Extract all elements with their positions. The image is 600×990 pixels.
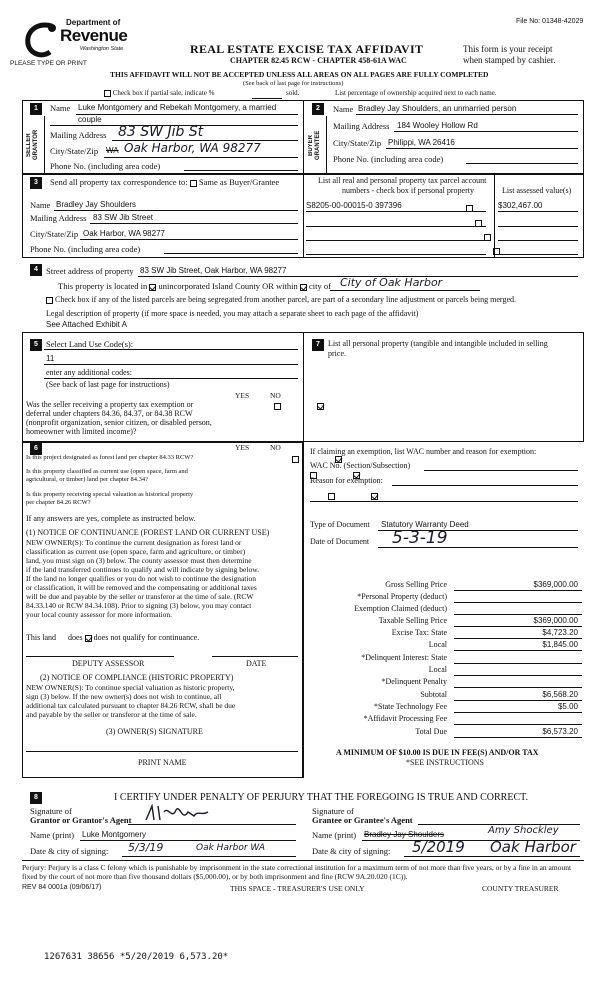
land-use-see-back: (See back of last page for instructions) xyxy=(46,380,170,389)
seller-mailing-label: Mailing Address xyxy=(50,130,107,140)
dor-logo-icon xyxy=(22,20,62,60)
exempt-q-2: deferral under chapters 84.36, 84.37, or 84.38 RCW xyxy=(26,409,193,418)
tax-label-gross: Gross Selling Price xyxy=(385,580,447,589)
buyer-grantee-label: BUYER GRANTEE xyxy=(308,130,321,160)
section-7-number: 7 xyxy=(312,339,324,351)
owner-signature-label: (3) OWNER(S) SIGNATURE xyxy=(106,727,203,736)
print-name-label: PRINT NAME xyxy=(138,758,187,767)
buyer-mailing-value[interactable]: 184 Wooley Hollow Rd xyxy=(397,121,478,130)
parcel-4-personal-checkbox[interactable] xyxy=(493,248,500,255)
parcel-number-1[interactable]: S8205-00-00015-0 397396 xyxy=(306,201,402,210)
corr-mailing-value[interactable]: 83 SW Jib Street xyxy=(93,213,154,222)
historic-q-1: Is this property receiving special valuation as historical property xyxy=(26,491,194,498)
receipt-note-2: when stamped by cashier. xyxy=(463,55,556,65)
land-use-code[interactable]: 11 xyxy=(46,354,55,363)
notice2-line-2: NEW OWNER(S): To continue special valuation as historic property, xyxy=(26,683,235,692)
reason-label: Reason for exemption: xyxy=(310,476,383,485)
tax-label-exemption: Exemption Claimed (deduct) xyxy=(354,604,447,613)
date-label: DATE xyxy=(246,659,267,668)
county-treasurer-label: COUNTY TREASURER xyxy=(482,884,559,893)
grantor-sig-label-1: Signature of xyxy=(30,806,72,816)
historic-q-2: per chapter 84.26 RCW? xyxy=(26,499,91,506)
grantee-sig-label-2: Grantee or Grantee's Agent xyxy=(312,815,413,825)
city-of-value[interactable]: City of Oak Harbor xyxy=(340,276,443,289)
dor-logo xyxy=(22,16,132,60)
tax-label-penalty: *Delinquent Penalty xyxy=(381,677,447,686)
partial-sold-label: sold. xyxy=(286,89,300,97)
corr-city-value[interactable]: Oak Harbor, WA 98277 xyxy=(83,229,165,238)
legal-label: Legal description of property (if more space is needed, you may attach a separate sheet to each page of the affidavit) xyxy=(46,309,419,318)
exempt-q-4: homeowner with limited income)? xyxy=(26,427,137,436)
segregated-checkbox[interactable] xyxy=(46,297,53,304)
perjury-text: Perjury: Perjury is a class C felony which is punishable by imprisonment in the state correctional institution for a maximum term of not more than five years, or by a fine in an amount fixed by the court of not more than five thousand dollars ($5,000.00), or by both imprisonment and fine (RCW 9A.20.020 (1C)). xyxy=(22,863,572,881)
notice1-line-3: classification as current use (open space, farm and agriculture, or timber) xyxy=(26,547,246,556)
legal-value[interactable]: See Attached Exhibit A xyxy=(46,320,127,329)
assessed-header: List assessed value(s) xyxy=(502,186,572,195)
notice1-line-9: 84.33.140 or RCW 84.34.108). Prior to signing (3) below, you may contact xyxy=(26,601,252,610)
parcel-2-personal-checkbox[interactable] xyxy=(475,220,482,227)
seller-city-prefix: WA xyxy=(106,146,119,155)
section-1-number: 1 xyxy=(30,103,42,115)
see-back-note: (See back of last page for instructions) xyxy=(243,80,344,87)
grantor-name-value[interactable]: Luke Montgomery xyxy=(82,830,147,839)
dor-state: Washington State xyxy=(80,46,124,52)
tax-label-excise-state: Excise Tax: State xyxy=(391,628,447,637)
s5-no-header: NO xyxy=(270,391,281,400)
notice1-line-1: (1) NOTICE OF CONTINUANCE (FOREST LAND OR CURRENT USE) xyxy=(26,528,270,537)
segregated-label: Check box if any of the listed parcels are being segregated from another parcel, are part of a secondary line adjustment or parcels being merged. xyxy=(46,295,516,304)
wac-label: WAC No. (Section/Subsection) xyxy=(310,461,411,470)
same-as-buyer-checkbox[interactable] xyxy=(190,180,197,187)
exempt-q-3: (nonprofit organization, senior citizen, or disabled person, xyxy=(26,418,212,427)
this-land-label: This land does does not qualify for continuance. xyxy=(26,633,200,642)
notice1-line-6: If the land no longer qualifies or you do not wish to continue the designation xyxy=(26,574,256,583)
form-title: REAL ESTATE EXCISE TAX AFFIDAVIT xyxy=(190,42,424,56)
exempt-q-1: Was the seller receiving a property tax exemption or xyxy=(26,400,194,409)
additional-codes-label: enter any additional codes: xyxy=(46,368,132,377)
corr-name-value[interactable]: Bradley Jay Shoulders xyxy=(56,200,137,209)
does-not-qualify-checkbox[interactable] xyxy=(85,635,92,642)
section-4-number: 4 xyxy=(30,264,42,276)
tax-label-interest-local: Local xyxy=(428,665,447,674)
forest-yes-checkbox[interactable] xyxy=(292,456,299,463)
grantee-name-value[interactable]: Bradley Jay Shoulders xyxy=(364,830,445,839)
current-use-q-1: Is this property classified as current use (open space, farm and xyxy=(26,468,188,475)
grantee-city-value[interactable]: Oak Harbor xyxy=(490,838,576,856)
treasurer-use-label: THIS SPACE - TREASURER'S USE ONLY xyxy=(230,884,365,893)
if-yes-label: If any answers are yes, complete as instructed below. xyxy=(26,514,196,523)
s5-yes-header: YES xyxy=(235,391,250,400)
tax-label-interest-state: *Delinquent Interest: State xyxy=(361,653,447,662)
unincorporated-checkbox[interactable] xyxy=(149,284,156,291)
buyer-phone-label: Phone No. (including area code) xyxy=(333,154,444,164)
grantee-date-value[interactable]: 5/2019 xyxy=(412,838,465,856)
grantor-signature-icon[interactable] xyxy=(142,802,212,824)
warning-text: THIS AFFIDAVIT WILL NOT BE ACCEPTED UNLESS ALL AREAS ON ALL PAGES ARE FULLY COMPLETED xyxy=(110,70,489,79)
parcel-header-1: List all real and personal property tax parcel account xyxy=(318,176,487,185)
located-label: This property is located in unincorporated Island County OR within city of xyxy=(58,281,331,291)
tax-label-personal: *Personal Property (deduct) xyxy=(357,592,447,601)
parcel-1-personal-checkbox[interactable] xyxy=(466,205,473,212)
notice2-line-4: additional tax calculated pursuant to chapter 84.26 RCW, shall be due xyxy=(26,701,236,710)
section-3-number: 3 xyxy=(30,177,42,189)
buyer-mailing-label: Mailing Address xyxy=(333,121,390,131)
grantee-agent-value[interactable]: Amy Shockley xyxy=(488,825,559,836)
tax-label-taxable: Taxable Selling Price xyxy=(378,616,447,625)
grantee-sig-label-1: Signature of xyxy=(312,806,354,816)
tax-value-tech-fee[interactable]: $5.00 xyxy=(557,702,578,711)
street-value[interactable]: 83 SW Jib Street, Oak Harbor, WA 98277 xyxy=(140,266,287,275)
partial-sale-checkbox[interactable] xyxy=(104,90,111,97)
dor-name: Revenue xyxy=(60,26,128,45)
seller-city-value[interactable]: Oak Harbor, WA 98277 xyxy=(124,141,261,155)
current-use-q-2: agricultural, or timber) land per chapter 84.34? xyxy=(26,476,149,483)
buyer-name-value[interactable]: Bradley Jay Shoulders, an unmarried person xyxy=(358,104,517,113)
historic-no-checkbox[interactable] xyxy=(371,493,378,500)
seller-name-label: Name xyxy=(50,103,71,113)
notice1-line-4: land, you must sign on (3) below. The county assessor must then determine xyxy=(26,556,252,565)
seller-phone-label: Phone No. (including area code) xyxy=(50,161,161,171)
notice2-line-3: sign (3) below. If the new owner(s) does not wish to continue, all xyxy=(26,692,222,701)
section-5-number: 5 xyxy=(30,339,42,351)
see-instructions: *SEE INSTRUCTIONS xyxy=(406,758,485,767)
section-2-number: 2 xyxy=(312,103,324,115)
grantee-name-label: Name (print) xyxy=(312,830,357,840)
buyer-name-label: Name xyxy=(333,104,354,114)
tax-label-tech-fee: *State Technology Fee xyxy=(373,702,447,711)
seller-city-label: City/State/Zip xyxy=(50,146,99,156)
tax-value-taxable[interactable]: $369,000.00 xyxy=(533,616,578,625)
notice1-line-5: if the land transferred continues to qualify and will indicate by signing below. xyxy=(26,565,259,574)
file-number: File No: 01348-42029 xyxy=(516,18,584,25)
personal-property-label-1: List all personal property (tangible and intangible included in selling xyxy=(328,339,548,348)
tax-label-excise-local: Local xyxy=(428,640,447,649)
buyer-city-label: City/State/Zip xyxy=(333,138,382,148)
doc-type-label: Type of Document xyxy=(310,520,370,529)
s6-no-header: NO xyxy=(270,443,281,452)
seller-name-line1[interactable]: Luke Montgomery and Rebekah Montgomery, a married xyxy=(78,103,277,112)
notice1-line-8: will be due and payable by the seller or transferor at the time of sale. (RCW xyxy=(26,592,254,601)
tax-label-processing-fee: *Affidavit Processing Fee xyxy=(363,714,447,723)
exempt-yes-checkbox[interactable] xyxy=(274,403,281,410)
city-checkbox[interactable] xyxy=(300,284,307,291)
seller-name-line2[interactable]: couple xyxy=(78,115,102,124)
exemption-label: If claiming an exemption, list WAC number and reason for exemption: xyxy=(310,447,537,456)
notice1-line-7: or classification, it will be removed and the compensating or additional taxes xyxy=(26,583,257,592)
tax-label-subtotal: Subtotal xyxy=(420,690,447,699)
doc-date-value[interactable]: 5-3-19 xyxy=(392,528,448,548)
notice1-line-2: NEW OWNER(S): To continue the current designation as forest land or xyxy=(26,538,242,547)
parcel-3-personal-checkbox[interactable] xyxy=(484,234,491,241)
assessed-value-1[interactable]: $302,467.00 xyxy=(498,201,543,210)
tax-label-total: Total Due xyxy=(415,727,447,736)
dor-dept: Department of xyxy=(66,18,121,27)
grantor-sig-label-2: Grantor or Grantor's Agent xyxy=(30,815,132,825)
section-6-number: 6 xyxy=(30,443,42,455)
parcel-header-2: numbers - check box if personal property xyxy=(342,186,474,195)
corr-name-label: Name xyxy=(30,200,51,210)
receipt-note-1: This form is your receipt xyxy=(463,44,553,54)
buyer-city-value[interactable]: Philippi, WA 26416 xyxy=(388,138,455,147)
street-label: Street address of property xyxy=(46,266,134,276)
tax-value-excise-local[interactable]: $1,845.00 xyxy=(542,640,578,649)
corr-phone-label: Phone No. (including area code) xyxy=(30,244,141,254)
notice1-line-10: your local county assessor for more information. xyxy=(26,610,173,619)
exempt-no-checkbox[interactable] xyxy=(317,403,324,410)
historic-yes-checkbox[interactable] xyxy=(328,493,335,500)
form-number: REV 84 0001a (09/06/17) xyxy=(22,884,102,891)
form-subtitle: CHAPTER 82.45 RCW - CHAPTER 458-61A WAC xyxy=(230,56,407,65)
notice2-line-5: and payable by the seller or transferor at the time of sale. xyxy=(26,710,197,719)
doc-date-label: Date of Document xyxy=(310,537,370,546)
list-percentage-label: List percentage of ownership acquired next to each name. xyxy=(335,89,497,97)
corr-mailing-label: Mailing Address xyxy=(30,213,87,223)
grantee-date-label: Date & city of signing: xyxy=(312,846,391,856)
please-type: PLEASE TYPE OR PRINT xyxy=(10,60,87,67)
partial-sale-label: Check box if partial sale, indicate % xyxy=(104,89,214,97)
forest-q: Is this project designated as forest land per chapter 84.33 RCW? xyxy=(26,454,194,461)
tax-value-excise-state[interactable]: $4,723.20 xyxy=(542,628,578,637)
s6-yes-header: YES xyxy=(235,443,250,452)
grantor-name-label: Name (print) xyxy=(30,830,75,840)
grantor-date-label: Date & city of signing: xyxy=(30,846,109,856)
cashier-stamp: 1267631 38656 *5/20/2019 6,573.20* xyxy=(44,952,229,962)
doc-type-value[interactable]: Statutory Warranty Deed xyxy=(381,520,469,529)
seller-grantor-label: SELLER GRANTOR xyxy=(26,129,39,161)
grantor-date-value[interactable]: 5/3/19 xyxy=(128,841,164,854)
minimum-note: A MINIMUM OF $10.00 IS DUE IN FEE(S) AND/OR TAX xyxy=(336,748,539,757)
tax-value-subtotal[interactable]: $6,568.20 xyxy=(542,690,578,699)
corr-city-label: City/State/Zip xyxy=(30,229,79,239)
send-correspondence-label: Send all property tax correspondence to: Same as Buyer/Grantee xyxy=(50,177,280,187)
grantor-city-value[interactable]: Oak Harbor WA xyxy=(196,843,266,853)
notice2-line-1: (2) NOTICE OF COMPLIANCE (HISTORIC PROPERTY) xyxy=(40,673,234,682)
deputy-assessor-label: DEPUTY ASSESSOR xyxy=(72,659,145,668)
tax-value-total[interactable]: $6,573.20 xyxy=(542,727,578,736)
section-8-number: 8 xyxy=(30,792,42,804)
land-use-label: Select Land Use Code(s): xyxy=(46,339,134,349)
tax-value-gross[interactable]: $369,000.00 xyxy=(533,580,578,589)
personal-property-label-2: price. xyxy=(328,349,346,358)
seller-mailing-value[interactable]: 83 SW Jib St xyxy=(118,124,204,140)
certify-text: I CERTIFY UNDER PENALTY OF PERJURY THAT THE FOREGOING IS TRUE AND CORRECT. xyxy=(114,792,528,803)
